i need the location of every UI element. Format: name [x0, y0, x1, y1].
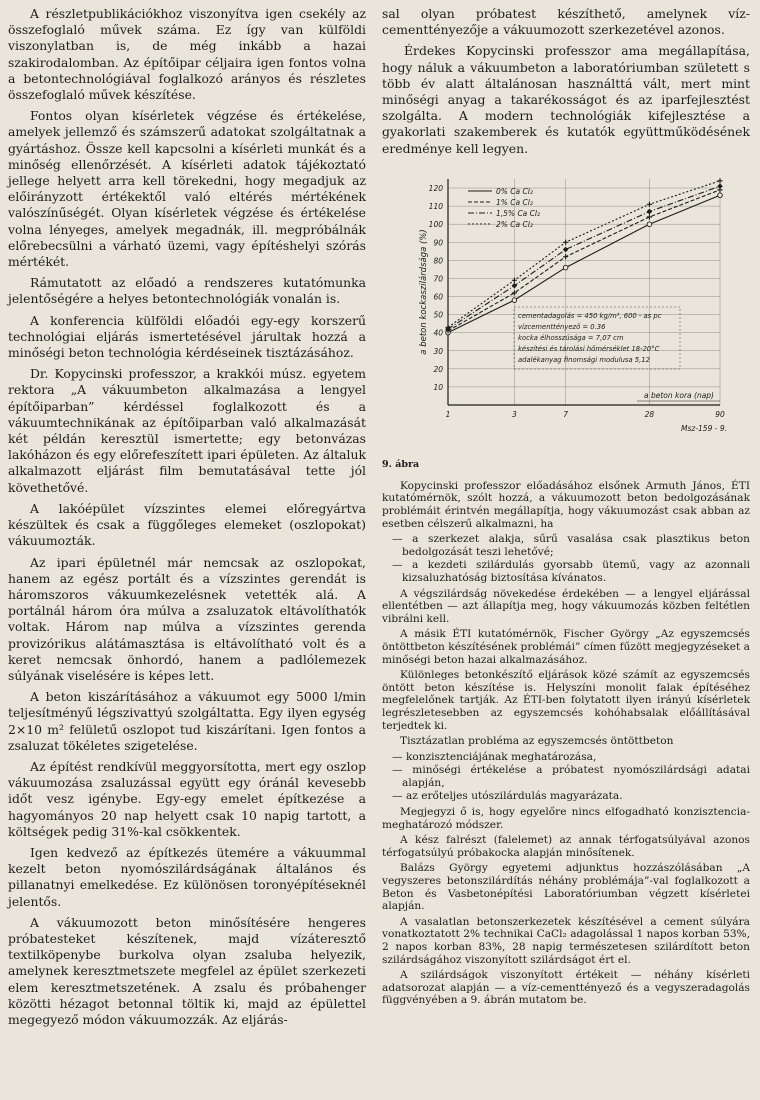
- figure-stamp: Msz-159 - 9.: [681, 423, 727, 433]
- y-tick-label: 120: [428, 183, 443, 193]
- paragraph: Rámutatott az előadó a rendszeres kutatómunka jelentőségére a helyes betontechnológiák vonalán is.: [8, 275, 366, 307]
- legend-label: 0% Ca Cl₂: [496, 186, 533, 196]
- chart-annotation: adalékanyag finomsági modulusa 5,12: [518, 355, 650, 364]
- figure-caption: 9. ábra: [382, 458, 420, 470]
- data-point: [512, 298, 517, 303]
- list-item: — a kezdeti szilárdulás gyorsabb ütemű, vagy az azonnali kizsaluzhatóság biztosítása kívánatos.: [392, 559, 750, 584]
- right-top-text: [382, 6, 750, 157]
- y-tick-label: 10: [433, 382, 443, 392]
- series-line: [448, 181, 720, 327]
- paragraph: Fontos olyan kísérletek végzése és értékelése, amelyek jellemző és számszerű adatokat szolgáltatnak a gyártáshoz. Össze kell kapcsolni a kísérleti munkát és a minőség ellenőrzését. A kísérleti adatok tájékoztató jellege helyett arra kell törekedni, hogy megadjuk az előirányzott értékektől való eltérés mértékének valószínűségét. Olyan kísérletek végzése és értékelése volna lényeges, amelyek megadnák, ill. megpróbálnák előrebecsülni a várható üzemi, vagy építéshelyi szórás mértékét.: [8, 108, 366, 270]
- paragraph: A lakóépület vízszintes elemei előregyártva készültek és csak a függőleges elemeket (oszlopokat) vákuumozták.: [8, 500, 366, 549]
- y-tick-label: 40: [433, 328, 443, 338]
- list-item: — az erőteljes utószilárdulás magyarázata.: [392, 790, 623, 803]
- y-tick-label: 50: [433, 310, 443, 320]
- paragraph: Kopycinski professzor előadásához elsőnek Armuth János, ÉTI kutatómérnök, szólt hozzá, a vákuumozott beton bedolgozásának problémáit érintvén megállapítja, hogy vákuumozást csak abban az esetben célszerű alkalmazni, ha: [382, 479, 750, 530]
- paragraph: Balázs György egyetemi adjunktus hozzászólásában „A vegyszeres betonszilárdítás néhány problémája”-val foglalkozott a Beton és Vasbetonépítési Laboratóriumban végzett kísérletei alapján.: [382, 862, 750, 913]
- x-tick-label: 28: [644, 409, 655, 419]
- x-tick-label: 7: [563, 409, 569, 419]
- y-tick-label: 90: [433, 238, 443, 248]
- paragraph: sal olyan próbatest készíthető, amelynek víz-cementtényezője a vákuumozott szerkezetével azonos.: [382, 6, 750, 38]
- data-point: [717, 178, 722, 183]
- x-axis-label: a beton kora (nap): [644, 390, 714, 400]
- dash-list: [382, 751, 750, 803]
- right-column: [382, 6, 750, 1010]
- dash-list: [382, 533, 750, 584]
- paragraph: Az építést rendkívül meggyorsította, mert egy oszlop vákuumozása zsaluzással együtt egy óránál kevesebb időt vesz igénybe. Egy-egy emelet építkezése a hagyományos 20 nap helyett csak 10 napig tartott, a költségek pedig 31%-kal csökkentek.: [8, 758, 366, 839]
- chart-annotation: cementadagolás = 450 kg/m³, 600 - as pc: [518, 311, 662, 320]
- data-point: [647, 222, 652, 227]
- data-point: [647, 214, 652, 219]
- y-tick-label: 20: [433, 364, 443, 374]
- y-tick-label: 30: [433, 346, 443, 356]
- chart-annotation: vízcementtényező = 0.36: [518, 322, 606, 331]
- y-axis-label: a beton kockaszilárdsága (%): [419, 229, 429, 355]
- legend-label: 2% Ca Cl₂: [496, 219, 533, 229]
- paragraph: A szilárdságok viszonyított értékeit — néhány kísérleti adatsorozat alapján — a víz-cementtényező és a vegyszeradagolás függvényében a 9. ábrán mutatom be.: [382, 969, 750, 1007]
- x-tick-label: 3: [512, 409, 517, 419]
- paragraph: A részletpublikációkhoz viszonyítva igen csekély az összefoglaló művek száma. Ez így van külföldi viszonylatban is, de még inkább a hazai szakirodalomban. Az építőipar céljaira igen fontos volna a betontechnológiával foglalkozó arányos és részletes összefoglaló művek készítése.: [8, 6, 366, 103]
- paragraph: Különleges betonkészítő eljárások közé számít az egyszemcsés öntött beton készítése is. Helyszíni monolit falak építéséhez megfelelőnek tartják. Az ÉTI-ben folytatott ilyen irányú kísérletek legrészletesebben az egyszemcsés kohóhabsalak előállításával terjedtek ki.: [382, 669, 750, 732]
- paragraph: A végszilárdság növekedése érdekében — a lengyel eljárással ellentétben — azt állapítja meg, hogy vákuumozás közben feltétlen vibrálni kell.: [382, 587, 750, 625]
- list-item: — a szerkezet alakja, sűrű vasalása csak plasztikus beton bedolgozását teszi lehetővé;: [392, 533, 750, 558]
- chart-annotation: kocka élhosszúsága = 7,07 cm: [518, 333, 624, 342]
- x-tick-label: 90: [715, 409, 725, 419]
- paragraph: Az ipari épületnél már nemcsak az oszlopokat, hanem az egész portált és a vízszintes gerendát is háromszoros vákuumkezelésnek vetették alá. A portálnál három óra múlva a zsaluzatok eltávolíthatók voltak. Három nap múlva a vízszintes gerenda provizórikus alátámasztása is eltávolítható volt és a keret nemcsak önhordó, hanem a padlólemezek súlyának viselésére is képes lett.: [8, 554, 366, 683]
- left-column: [8, 6, 366, 1033]
- list-item: — konzisztenciájának meghatározása,: [392, 750, 597, 763]
- paragraph: A másik ÉTI kutatómérnök, Fischer György „Az egyszemcsés öntöttbeton készítésének problémái” címen fűzött megjegyzéseket a minőségi beton hazai alkalmazásához.: [382, 628, 750, 666]
- y-tick-label: 70: [433, 274, 443, 284]
- data-point: [563, 254, 568, 259]
- y-tick-label: 100: [428, 220, 443, 230]
- chart-annotation: készítési és tárolási hőmérséklet 18-20°C: [518, 344, 660, 353]
- data-point: [563, 265, 568, 270]
- paragraph: Igen kedvező az építkezés ütemére a vákuummal kezelt beton nyomószilárdságának általános és pillanatnyi emelkedése. Ez különösen toronyépítéseknél jelentős.: [8, 844, 366, 909]
- paragraph: Megjegyzi ő is, hogy egyelőre nincs elfogadható konzisztencia-meghatározó módszer.: [382, 806, 750, 831]
- data-point: [647, 209, 653, 215]
- paragraph: A konferencia külföldi előadói egy-egy korszerű technológiai eljárás ismertetésével járultak hozzá a minőségi beton technológia kérdéseinek tisztázásához.: [8, 312, 366, 361]
- list-item: — minőségi értékelése a próbatest nyomószilárdsági adatai alapján,: [392, 764, 750, 789]
- paragraph: Dr. Kopycinski professzor, a krakkói músz. egyetem rektora „A vákuumbeton alkalmazása a lengyel építőiparban” kérdéssel foglalkozott és a vákuumtechnikának az építőiparban való alkalmazását két példán keresztül ismertette; egy betonvázas lakóházon és egy előrefeszített ipari épületen. Az általuk alkalmazott eljárást film bemutatásával tette jól követhetővé.: [8, 366, 366, 495]
- y-tick-label: 110: [428, 201, 443, 211]
- paragraph: Tisztázatlan probléma az egyszemcsés öntöttbeton: [400, 735, 674, 748]
- paragraph: A beton kiszárításához a vákuumot egy 5000 l/min teljesítményű légszivattyú szolgáltatta. Egy ilyen egység 2×10 m² felületű oszlopot tud kiszárítani. Igen fontos a zsaluzat tökéletes szigetelése.: [8, 689, 366, 753]
- paragraph: A vákuumozott beton minősítésére hengeres próbatesteket készítenek, majd vízáteresztő textilköpenybe burkolva olyan zsaluba helyezik, amelynek keresztmetszete megfelel az épület szerkezeti elem keresztmetszetének. A zsalu és próbahenger közötti hézagot betonnal töltik ki, majd az épülettel megegyező módon vákuumozzák. Az eljárás-: [8, 914, 366, 1027]
- data-point: [563, 247, 569, 253]
- data-point: [718, 193, 723, 198]
- legend-label: 1% Ca Cl₂: [496, 197, 533, 207]
- strength-chart: [382, 165, 750, 455]
- paragraph: Érdekes Kopycinski professzor ama megállapítása, hogy náluk a vákuumbeton a laboratóriumban született s több év alatt általánosan használttá vált, mert mint minőségi anyag a takarékosságot és az iparfejlesztést szolgálta. A modern technológiák kifejlesztése a gyakorlati szakemberek és kutatók együttműködésének eredménye kell legyen.: [382, 43, 750, 156]
- figure-9: [382, 165, 750, 455]
- right-small-text: [382, 480, 750, 1007]
- paragraph: A vasalatlan betonszerkezetek készítésével a cement súlyára vonatkoztatott 2% technikai CaCl₂ adagolással 1 napos korban 53%, 2 napos korban 83%, 28 napig természetesen szilárdított beton szilárdságához viszonyított szilárdságot ért el.: [382, 915, 750, 966]
- y-tick-label: 80: [433, 256, 443, 266]
- y-tick-label: 60: [433, 292, 443, 302]
- legend-label: 1,5% Ca Cl₂: [496, 208, 540, 218]
- x-tick-label: 1: [445, 409, 451, 419]
- data-point: [563, 240, 568, 245]
- paragraph: A kész falrészt (falelemet) az annak térfogatsúlyával azonos térfogatsúlyú próbakocka alapján minősítenek.: [382, 834, 750, 859]
